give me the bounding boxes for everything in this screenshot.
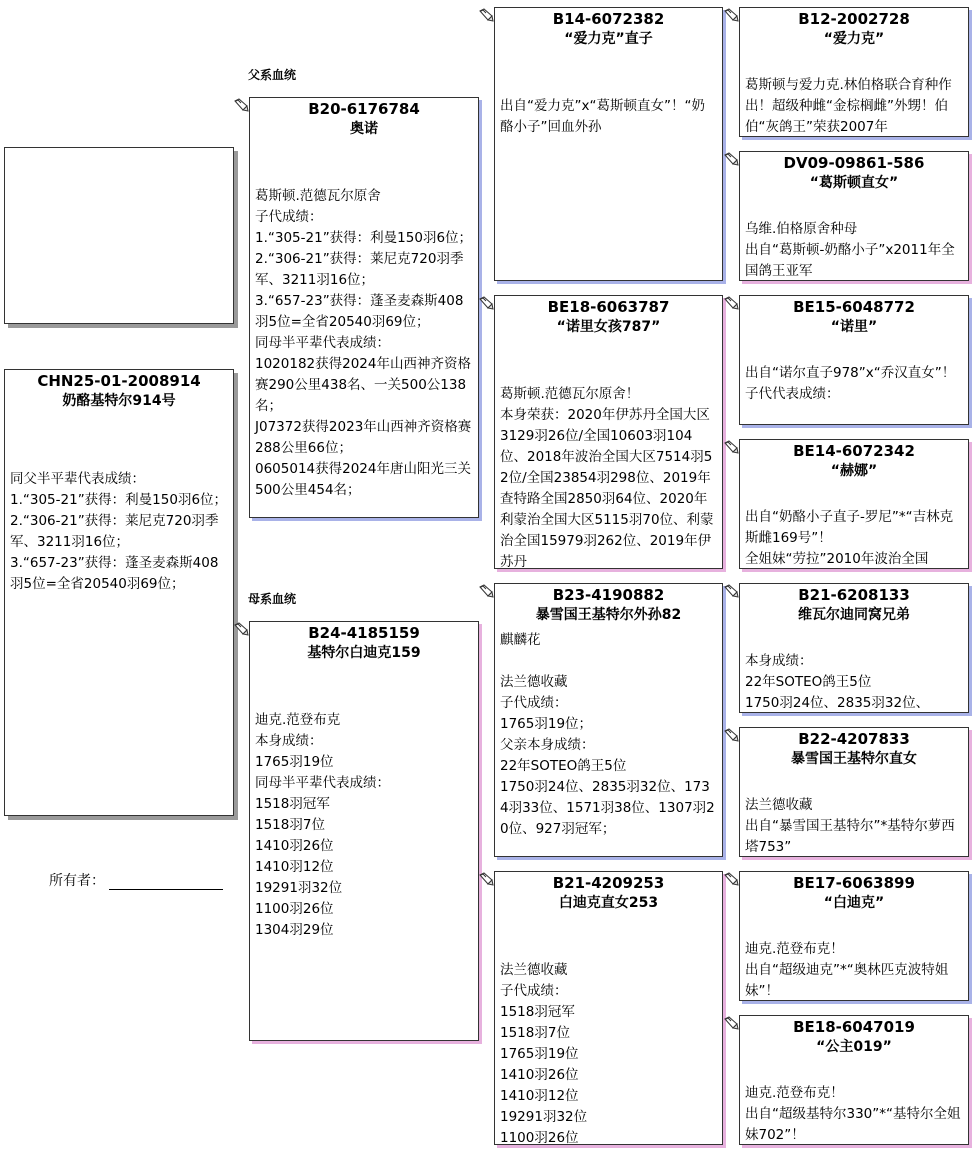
ssd-card bbox=[739, 151, 969, 281]
dds-ring: BE17-6063899 bbox=[793, 874, 915, 892]
ddd-ring: BE18-6047019 bbox=[793, 1018, 915, 1036]
dsd-ring: B22-4207833 bbox=[798, 730, 910, 748]
ds-body: 麒麟花 法兰德收藏 子代成绩： 1765羽19位； 父亲本身成绩： 22年SOTEO鸽王5位 1750羽24位、2835羽32位、1734羽33位、1571羽38位、1307羽20位、927羽冠军； bbox=[500, 632, 715, 837]
ds-card bbox=[494, 583, 723, 857]
ss-body: 出自“爱力克”x“葛斯顿直女”！“奶酪小子”回血外孙 bbox=[500, 98, 705, 135]
sdd-name: “赫娜” bbox=[830, 463, 878, 479]
sire-ring: B20-6176784 bbox=[308, 100, 420, 118]
pin-icon bbox=[723, 584, 739, 598]
ddd-name: “公主019” bbox=[816, 1039, 892, 1055]
dss-card bbox=[739, 583, 969, 713]
dsd-body: 法兰德收藏 出自“暴雪国王基特尔”*基特尔萝西塔753” bbox=[745, 797, 955, 855]
dds-body: 迪克.范登布克！ 出自“超级迪克”*“奥林匹克波特姐妹”！ bbox=[745, 941, 949, 999]
pin-icon bbox=[723, 872, 739, 886]
dsd-card bbox=[739, 727, 969, 857]
dd-body: 法兰德收藏 子代成绩： 1518羽冠军 1518羽7位 1765羽19位 1410羽26位 1410羽12位 19291羽32位 1100羽26位 bbox=[500, 962, 588, 1145]
pin-icon bbox=[233, 622, 249, 636]
dds-name: “白迪克” bbox=[823, 895, 885, 911]
sss-name: “爱力克” bbox=[823, 31, 885, 47]
sds-name: “诺里” bbox=[830, 319, 878, 335]
sss-body: 葛斯顿与爱力克.林伯格联合育种作出！超级种雌“金棕榈雌”外甥！伯伯“灰鸽王”荣获2007年 bbox=[745, 77, 952, 135]
subject-card bbox=[4, 369, 234, 816]
pin-icon bbox=[723, 1016, 739, 1030]
ss-ring: B14-6072382 bbox=[552, 10, 665, 28]
pin-icon bbox=[723, 8, 739, 22]
maternal-label: 母系血统 bbox=[248, 592, 297, 606]
dd-card bbox=[494, 871, 723, 1145]
sire-body: 葛斯顿.范德瓦尔原舍 子代成绩： 1.“305-21”获得：利曼150羽6位； 2.“306-21”获得：莱尼克720羽季军、3211羽16位； 3.“657-23”获得：蓬圣麦森斯408羽5位=全省20540羽69位； 同母半平辈代表成绩： 1020182获得2024年山西神齐资格赛290公里438名、一关500公138名； J07372获得2023年山西神齐资格赛288公里66位； 0605014获得2024年唐山阳光三关500公里454名； bbox=[255, 188, 473, 498]
ss-name: “爱力克”直子 bbox=[564, 31, 653, 47]
sire-name: 奥诺 bbox=[350, 121, 378, 137]
dss-ring: B21-6208133 bbox=[798, 586, 910, 604]
dd-ring: B21-4209253 bbox=[552, 874, 665, 892]
sss-card bbox=[739, 7, 969, 137]
pin-icon bbox=[723, 728, 739, 742]
pin-icon bbox=[478, 296, 494, 310]
dsd-name: 暴雪国王基特尔直女 bbox=[791, 751, 917, 767]
pin-icon bbox=[723, 440, 739, 454]
photo-frame bbox=[4, 147, 234, 324]
sdd-card bbox=[739, 439, 969, 569]
ssd-name: “葛斯顿直女” bbox=[809, 175, 899, 191]
ss-card bbox=[494, 7, 723, 281]
subject-name: 奶酪基特尔914号 bbox=[62, 393, 176, 409]
pin-icon bbox=[723, 152, 739, 166]
pin-icon bbox=[478, 8, 494, 22]
sdd-body: 出自“奶酪小子直子-罗尼”*“吉林克斯雌169号”！ 全姐妹“劳拉”2010年波治全国 bbox=[745, 509, 954, 567]
dam-name: 基特尔白迪克159 bbox=[307, 645, 421, 661]
pin-icon bbox=[478, 584, 494, 598]
subject-body: 同父半平辈代表成绩： 1.“305-21”获得：利曼150羽6位； 2.“306-21”获得：莱尼克720羽季军、3211羽16位； 3.“657-23”获得：蓬圣麦森斯408羽5位=全省20540羽69位； bbox=[10, 471, 228, 592]
sd-name: “诺里女孩787” bbox=[556, 319, 661, 335]
ssd-ring: DV09-09861-586 bbox=[783, 154, 925, 172]
sss-ring: B12-2002728 bbox=[798, 10, 910, 28]
ssd-body: 乌维.伯格原舍种母 出自“葛斯顿-奶酪小子”x2011年全国鸽王亚军 bbox=[745, 221, 955, 279]
dss-name: 维瓦尔迪同窝兄弟 bbox=[798, 607, 910, 623]
dss-body: 本身成绩： 22年SOTEO鸽王5位 1750羽24位、2835羽32位、 bbox=[745, 653, 930, 711]
sdd-ring: BE14-6072342 bbox=[793, 442, 915, 460]
pin-icon bbox=[723, 296, 739, 310]
owner-line[interactable] bbox=[109, 875, 223, 890]
pin-icon bbox=[233, 98, 249, 112]
dds-card bbox=[739, 871, 969, 1001]
dam-body: 迪克.范登布克 本身成绩： 1765羽19位 同母半平辈代表成绩： 1518羽冠军 1518羽7位 1410羽26位 1410羽12位 19291羽32位 1100羽26位 1304羽29位 bbox=[255, 712, 390, 938]
paternal-label: 父系血统 bbox=[248, 68, 297, 82]
ds-name: 暴雪国王基特尔外孙82 bbox=[535, 607, 682, 623]
owner-field bbox=[49, 870, 223, 890]
ds-ring: B23-4190882 bbox=[552, 586, 665, 604]
dd-name: 白迪克直女253 bbox=[558, 895, 659, 911]
sds-body: 出自“诺尔直子978”x“乔汉直女”！ 子代代表成绩： bbox=[745, 365, 956, 402]
owner-label: 所有者： bbox=[49, 873, 105, 889]
sd-card bbox=[494, 295, 723, 569]
sds-card bbox=[739, 295, 969, 425]
ddd-card bbox=[739, 1015, 969, 1145]
pin-icon bbox=[478, 872, 494, 886]
sd-ring: BE18-6063787 bbox=[547, 298, 670, 316]
sds-ring: BE15-6048772 bbox=[793, 298, 915, 316]
dam-card bbox=[249, 621, 479, 1041]
ddd-body: 迪克.范登布克！ 出自“超级基特尔330”*“基特尔全姐妹702”！ bbox=[745, 1085, 961, 1143]
subject-ring: CHN25-01-2008914 bbox=[37, 372, 201, 390]
sd-body: 葛斯顿.范德瓦尔原舍！ 本身荣获：2020年伊苏丹全国大区3129羽26位/全国10603羽104位、2018年波治全国大区7514羽52位/全国23854羽298位、2019年查特路全国2850羽64位、2020年利蒙治全国大区5115羽70位、利蒙治全国15979羽262位、2019年伊苏丹 bbox=[500, 386, 714, 569]
sire-card bbox=[249, 97, 479, 518]
dam-ring: B24-4185159 bbox=[308, 624, 420, 642]
